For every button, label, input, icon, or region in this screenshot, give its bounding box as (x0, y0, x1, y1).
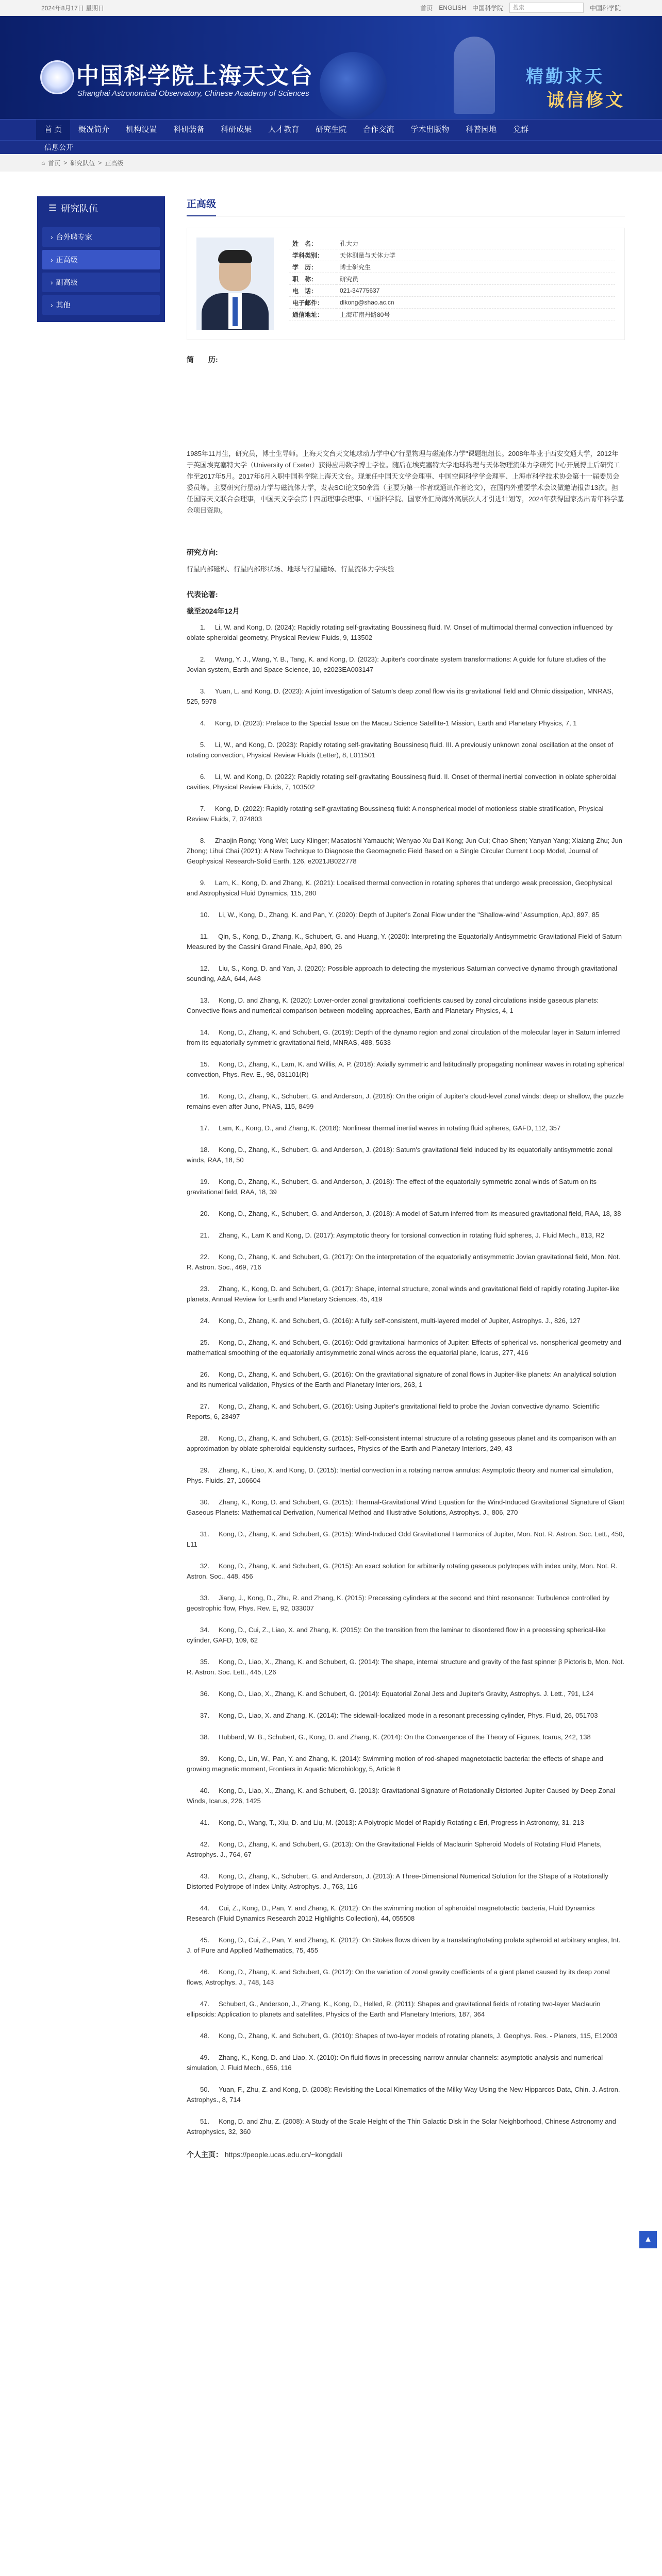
list-item (187, 836, 625, 867)
homepage-row (187, 2149, 625, 2160)
publication-text: Li, W., Kong, D., Zhang, K. and Pan, Y. (2020): Depth of Jupiter's Zonal Flow under the "Shallow-wind" Assumption, ApJ, 897, 85 (219, 911, 600, 919)
publication-text: Kong, D., Cui, Z., Liao, X. and Zhang, K. (2015): On the transition from the laminar to disordered flow in a precessing spherical-like cylinder, GAFD, 109, 62 (187, 1626, 606, 1644)
publication-text: Kong, D., Lin, W., Pan, Y. and Zhang, K. (2014): Swimming motion of rod-shaped magnetotactic bacteria: the effects of shape and growing magnetic moment, Frontiers in Aquatic Microbiology, 5, Article 8 (187, 1755, 603, 1773)
publication-text: Kong, D., Liao, X., Zhang, K. and Schubert, G. (2013): Gravitational Signature of Rotationally Distorted Jupiter Caused by Deep Zonal Winds, Icarus, 226, 1425 (187, 1787, 615, 1805)
sidebar-menu (37, 220, 165, 322)
list-item (187, 1593, 625, 1614)
publication-number: 4. (200, 719, 206, 727)
publication-text: Hubbard, W. B., Schubert, G., Kong, D. and Zhang, K. (2014): On the Convergence of the Theory of Figures, Icarus, 242, 138 (219, 1733, 591, 1741)
publication-text: Li, W. and Kong, D. (2024): Rapidly rotating self-gravitating Boussinesq fluid. IV. Onset of multimodal thermal convection influenced by oblate spheroidal geometry, Physical Review Fluids, 9, 113502 (187, 623, 613, 641)
list-icon: ☰ (48, 202, 57, 213)
publication-text: Lam, K., Kong, D., and Zhang, K. (2018): Nonlinear thermal inertial waves in rotating fluid spheres, GAFD, 112, 357 (219, 1124, 561, 1132)
list-item (187, 2116, 625, 2137)
homepage-link[interactable]: https://people.ucas.edu.cn/~kongdali (224, 2150, 342, 2159)
publication-number: 28. (200, 1434, 210, 1442)
profile-row: 电 话： 021-34775637 (289, 285, 615, 297)
publication-number: 50. (200, 2086, 210, 2093)
list-item (187, 878, 625, 899)
list-item (187, 1027, 625, 1048)
sidebar-item-senior[interactable]: › 正高级 (42, 250, 160, 269)
publication-number: 39. (200, 1755, 210, 1762)
sidebar-item-others[interactable]: › 其他 (42, 295, 160, 315)
publication-text: Kong, D. (2023): Preface to the Special Issue on the Macau Science Satellite-1 Mission, Earth and Planetary Physics, 7, 1 (214, 719, 577, 727)
publication-text: Zhang, K., Liao, X. and Kong, D. (2015): Inertial convection in a rotating narrow annulus: Asymptotic theory and numerical simulation, Phys. Fluids, 27, 106604 (187, 1466, 614, 1484)
publication-number: 8. (200, 837, 206, 844)
profile-row: 通信地址： 上海市南丹路80号 (289, 309, 615, 320)
publication-number: 42. (200, 1840, 210, 1848)
publication-number: 23. (200, 1285, 210, 1293)
list-item (187, 1839, 625, 1860)
publication-number: 36. (200, 1690, 210, 1698)
list-item (187, 1732, 625, 1742)
publication-text: Liu, S., Kong, D. and Yan, J. (2020): Possible approach to detecting the mysterious Saturnian convective dynamo through gravitational sounding, A&A, 644, A48 (187, 964, 617, 982)
breadcrumb-current: 正高级 (105, 159, 124, 167)
list-item (187, 2084, 625, 2105)
list-item (187, 1465, 625, 1486)
publication-number: 46. (200, 1968, 210, 1976)
publication-text: Zhaojin Rong; Yong Wei; Lucy Klinger; Masatoshi Yamauchi; Wenyao Xu Dali Kong; Jun Cui; Chao Shen; Yanyan Yang; Xiaiang Zhu; Jun Zhong; Lihui Chai (2021): A New Technique to Diagnose the Geomagnetic Field Based on a Single Circular Current Loop Model, Journal of Geophysical Research-Solid Earth, 126, e2021JB022778 (187, 837, 622, 865)
publication-number: 24. (200, 1317, 210, 1325)
publication-text: Zhang, K., Lam K and Kong, D. (2017): Asymptotic theory for torsional convection in rotating fluid spheres, J. Fluid Mech., 813, R2 (219, 1231, 604, 1239)
profile-row: 学 历： 博士研究生 (289, 261, 615, 273)
list-item (187, 963, 625, 984)
publication-number: 15. (200, 1060, 210, 1068)
search-input[interactable]: 搜索 (509, 3, 584, 13)
publications-heading: 代表论著: (187, 590, 218, 599)
list-item (187, 1871, 625, 1892)
list-item (187, 1967, 625, 1988)
publications-subheading: 截至2024年12月 (187, 607, 240, 615)
sidebar-item-external-experts[interactable]: › 台外聘专家 (42, 227, 160, 247)
publication-text: Li, W., and Kong, D. (2023): Rapidly rotating self-gravitating Boussinesq fluid. III. A previously unknown zonal oscillation at the onset of rotating convection, Physical Review Fluids (Letter), 8, L011501 (187, 741, 614, 759)
publication-text: Lam, K., Kong, D. and Zhang, K. (2021): Localised thermal convection in rotating spheres that undergo weak precession, Geophysical and Astrophysical Fluid Dynamics, 115, 280 (187, 879, 613, 897)
list-item (187, 1252, 625, 1273)
list-item (187, 1091, 625, 1112)
publication-number: 10. (200, 911, 210, 919)
publication-text: Kong, D., Zhang, K. and Schubert, G. (2016): On the gravitational signature of zonal flows in Jupiter-like planets: An analytical solution and its numerical validation, Physics of the Earth and Planetary Interiors, 263, 1 (187, 1370, 617, 1388)
list-item (187, 740, 625, 760)
nav-item-achievements[interactable]: 科研成果 (221, 125, 252, 134)
publication-number: 33. (200, 1594, 210, 1602)
list-item (187, 1935, 625, 1956)
bio-heading: 简 历: (187, 355, 218, 364)
publication-text: Kong, D., Zhang, K., Schubert, G. and Anderson, J. (2018): A model of Saturn inferred from its measured gravitational field, RAA, 18, 38 (219, 1210, 621, 1217)
publication-text: Kong, D., Zhang, K. and Schubert, G. (2015): Wind-Induced Odd Gravitational Harmonics of Jupiter, Mon. Not. R. Astron. Soc. Lett., 450, L11 (187, 1530, 624, 1548)
profile-title: 研究员 (337, 273, 615, 285)
publication-text: Zhang, K., Kong, D. and Schubert, G. (2015): Thermal-Gravitational Wind Equation for the Wind-Induced Gravitational Signature of Giant Gaseous Planets: Mathematical Derivation, Numerical Method and Illustrative Solutions, Astrophys. J., 806, 270 (187, 1498, 624, 1516)
list-item (187, 1999, 625, 2020)
telescope-decoration (454, 37, 495, 114)
publication-number: 34. (200, 1626, 210, 1634)
list-item (187, 1529, 625, 1550)
arrow-up-icon: ▲ (644, 2235, 652, 2244)
list-item (187, 1059, 625, 1080)
list-item (187, 654, 625, 675)
publication-text: Kong, D. and Zhang, K. (2020): Lower-order zonal gravitational coefficients caused by zonal circulations inside gaseous planets: Convective flows and numerical comparison between modeling approaches, Earth and Planetary Physics, 4, 1 (187, 996, 599, 1014)
sidebar (37, 196, 165, 2166)
list-item (187, 931, 625, 952)
list-item (187, 1689, 625, 1699)
publication-number: 27. (200, 1402, 210, 1410)
list-item (187, 1123, 625, 1133)
publication-text: Kong, D. (2022): Rapidly rotating self-gravitating Boussinesq fluid: A nonspherical model of motionless stable stratification, Physical Review Fluids, 7, 074803 (187, 805, 604, 823)
publication-number: 5. (200, 741, 206, 749)
list-item (187, 1337, 625, 1358)
list-item (187, 804, 625, 824)
list-item (187, 1145, 625, 1165)
profile-education: 博士研究生 (337, 261, 615, 273)
publication-number: 18. (200, 1146, 210, 1154)
publication-text: Kong, D., Zhang, K. and Schubert, G. (2016): Odd gravitational harmonics of Jupiter: Effects of spherical vs. nonspherical geometry and mathematical smoothing of the equatorially antisymmetric zonal winds across the equatorial plane, Icarus, 277, 416 (187, 1338, 621, 1357)
back-to-top-button[interactable] (639, 2231, 657, 2248)
homepage-label: 个人主页： (187, 2150, 223, 2159)
publication-number: 12. (200, 964, 210, 972)
list-item (187, 2031, 625, 2041)
nav-item-cooperation[interactable]: 合作交流 (363, 125, 394, 134)
publication-number: 25. (200, 1338, 210, 1346)
publication-list (187, 622, 625, 2137)
home-icon: ⌂ (41, 159, 45, 166)
publication-text: Jiang, J., Kong, D., Zhu, R. and Zhang, K. (2015): Precessing cylinders at the second and third resonance: Turbulence controlled by geostrophic flow, Phys. Rev. E, 92, 033007 (187, 1594, 610, 1612)
list-item (187, 1710, 625, 1721)
top-link-cas-2[interactable]: 中国科学院 (589, 4, 621, 12)
top-links (420, 3, 621, 13)
nav-item-publications[interactable]: 学术出版物 (410, 125, 450, 134)
publication-number: 48. (200, 2032, 210, 2040)
publication-text: Yuan, F., Zhu, Z. and Kong, D. (2008): Revisiting the Local Kinematics of the Milky Way Using the New Hipparcos Data, Chin. J. Astron. Astrophys., 8, 714 (187, 2086, 620, 2104)
publication-number: 29. (200, 1466, 210, 1474)
publication-number: 14. (200, 1028, 210, 1036)
list-item (187, 1818, 625, 1828)
list-item (187, 1401, 625, 1422)
publication-text: Kong, D., Zhang, K., Schubert, G. and Anderson, J. (2018): Saturn's gravitational field induced by its equatorially antisymmetric zonal winds, RAA, 18, 50 (187, 1146, 613, 1164)
publication-number: 43. (200, 1872, 210, 1880)
nav-item-info-disclosure[interactable]: 信息公开 (44, 143, 73, 151)
list-item (187, 1433, 625, 1454)
publication-text: Li, W. and Kong, D. (2022): Rapidly rotating self-gravitating Boussinesq fluid. II. Onset of thermal inertial convection in oblate spheroidal cavities, Physical Review Fluids, 7, 103502 (187, 773, 617, 791)
list-item (187, 1177, 625, 1197)
list-item (187, 1786, 625, 1806)
site-header (0, 16, 662, 119)
site-title-cn: 中国科学院上海天文台 (76, 63, 313, 89)
publication-text: Kong, D., Zhang, K. and Schubert, G. (2015): An exact solution for arbitrarily rotating gaseous polytropes with index unity, Mon. Not. R. Astron. Soc., 448, 456 (187, 1562, 618, 1580)
publication-number: 49. (200, 2054, 210, 2061)
research-text: 行星内部磁构、行星内部形状场、地球与行星磁场、行星流体力学实验 (187, 565, 395, 573)
site-title-en: Shanghai Astronomical Observatory, Chinese Academy of Sciences (77, 89, 309, 98)
list-item (187, 686, 625, 707)
profile-phone: 021-34775637 (337, 285, 615, 297)
profile-info (289, 238, 615, 330)
publication-text: Kong, D., Cui, Z., Pan, Y. and Zhang, K. (2012): On Stokes flows driven by a translating/rotating prolate spheroid at arbitrary angles, Int. J. of Pure and Applied Mathematics, 75, 455 (187, 1936, 621, 1954)
publication-number: 7. (200, 805, 206, 812)
nav-item-party[interactable]: 党群 (513, 125, 529, 134)
sub-nav (0, 140, 662, 154)
profile-card (187, 228, 625, 340)
bio-text: 1985年11月生，研究员，博士生导师。上海天文台天文地球动力学中心"行星物理与磁流体力学"课题组组长。2008年毕业于西安交通大学，2012年于英国埃克塞特大学（University of Exeter）获得应用数学博士学位。随后在埃克塞特大学地球物理与天体物理流体力学研究中心开展博士后研究工作至2017年5月。2017年6月入职中国科学院上海天文台。现兼任中国天文学会理事、中国空间科学学会理事、上海市科学技术协会第十一届委员会委员等。主要研究行星动力学与磁流体力学，发表SCI论文50余篇（主要为第一作者或通讯作者论文），在国内外重要学术会议做邀请报告13次。担任国际天文联合会理事，中国天文学会第十四届理事会理事、中国科学院、国家外汇局海外高层次人才引进计划等，2024年获得国家杰出青年科学基金项目资助。 (187, 450, 624, 514)
publication-number: 17. (200, 1124, 210, 1132)
breadcrumb: ⌂ 首页 > 研究队伍 > 正高级 (0, 154, 662, 172)
slogan-line-1: 精勤求天 (526, 67, 604, 87)
publication-text: Kong, D., Zhang, K., Schubert, G. and Anderson, J. (2018): On the origin of Jupiter's cloud-level zonal winds: deep or shallow, the puzzle remains even after Juno, PNAS, 115, 8499 (187, 1092, 624, 1110)
list-item (187, 1561, 625, 1582)
list-item (187, 622, 625, 643)
publication-text: Wang, Y. J., Wang, Y. B., Tang, K. and Kong, D. (2023): Jupiter's coordinate system transformations: A guide for future studies of the Jovian system, Earth and Space Science, 10, e2023EA003147 (187, 655, 606, 673)
profile-photo (196, 238, 274, 330)
top-bar (0, 0, 662, 16)
page-title: 正高级 (187, 196, 216, 216)
publication-number: 35. (200, 1658, 210, 1666)
list-item (187, 1497, 625, 1518)
publication-number: 20. (200, 1210, 210, 1217)
nav-item-graduate[interactable]: 研究生院 (316, 125, 347, 134)
main-content (187, 196, 625, 2166)
publication-text: Kong, D., Wang, T., Xiu, D. and Liu, M. (2013): A Polytropic Model of Rapidly Rotating ε-Eri, Progress in Astronomy, 31, 213 (219, 1819, 584, 1826)
list-item (187, 1209, 625, 1219)
chevron-right-icon: › (51, 278, 53, 286)
research-heading: 研究方向: (187, 548, 218, 556)
publication-text: Kong, D., Zhang, K. and Schubert, G. (2016): Using Jupiter's gravitational field to probe the Jovian convective dynamo. Scientific Reports, 6, 23497 (187, 1402, 600, 1420)
profile-table (289, 238, 615, 320)
publication-text: Cui, Z., Kong, D., Pan, Y. and Zhang, K. (2012): On the swimming motion of spheroidal magnetotactic bacteria, Fluid Dynamics Research (Fluid Dynamics Research 2012 Highlights Collection), 44, 055508 (187, 1904, 595, 1922)
nav-item-talent[interactable]: 人才教育 (268, 125, 300, 134)
publication-text: Kong, D., Zhang, K. and Schubert, G. (2012): On the variation of zonal gravity coefficients of a giant planet caused by its deep zonal flows, Astrophys. J., 748, 143 (187, 1968, 610, 1986)
publication-number: 40. (200, 1787, 210, 1794)
publication-number: 47. (200, 2000, 210, 2008)
sidebar-title: ☰ 研究队伍 (37, 196, 165, 220)
publication-number: 9. (200, 879, 206, 887)
nav-item-equipment[interactable]: 科研装备 (173, 125, 205, 134)
list-item (187, 1754, 625, 1774)
publication-text: Zhang, K., Kong, D. and Schubert, G. (2017): Shape, internal structure, zonal winds and gravitational field of rapidly rotating Jupiter-like planets, Annual Review for Earth and Planetary Sciences, 45, 419 (187, 1285, 620, 1303)
list-item (187, 772, 625, 792)
publication-number: 30. (200, 1498, 210, 1506)
chevron-right-icon: › (51, 301, 53, 309)
profile-row: 学科类别： 天体测量与天体力学 (289, 249, 615, 261)
top-link-english[interactable]: ENGLISH (439, 4, 466, 11)
publication-text: Kong, D., Liao, X. and Zhang, K. (2014): The sidewall-localized mode in a resonant precessing cylinder, Phys. Fluid, 26, 051703 (219, 1711, 598, 1719)
publication-text: Zhang, K., Kong, D. and Liao, X. (2010): On fluid flows in precessing narrow annular channels: asymptotic analysis and numerical simulation, J. Fluid Mech., 656, 116 (187, 2054, 603, 2072)
planet-decoration (320, 52, 387, 119)
list-item (187, 1657, 625, 1677)
profile-email[interactable]: dlkong@shao.ac.cn (337, 297, 615, 309)
list-item (187, 1316, 625, 1326)
chevron-right-icon: › (51, 233, 53, 241)
slogan-line-2: 诚信修文 (547, 91, 625, 110)
publication-number: 16. (200, 1092, 210, 1100)
publication-number: 13. (200, 996, 210, 1004)
date-text: 2024年8月17日 星期日 (41, 4, 105, 12)
publication-number: 3. (200, 687, 206, 695)
publication-number: 32. (200, 1562, 210, 1570)
profile-row: 姓 名： 孔大力 (289, 238, 615, 249)
publication-text: Yuan, L. and Kong, D. (2023): A joint investigation of Saturn's deep zonal flow via its gravitational field and Ohmic dissipation, MNRAS, 525, 5978 (187, 687, 614, 705)
list-item (187, 1369, 625, 1390)
nav-item-home[interactable]: 首 页 (36, 120, 70, 140)
list-item (187, 1284, 625, 1304)
publication-number: 6. (200, 773, 206, 781)
publication-text: Kong, D., Zhang, K., Schubert, G. and Anderson, J. (2018): The effect of the equatorially symmetric zonal winds of Saturn on its gravitational field, RAA, 18, 39 (187, 1178, 597, 1196)
nav-item-science[interactable]: 科普园地 (466, 125, 497, 134)
publication-number: 41. (200, 1819, 210, 1826)
list-item (187, 1903, 625, 1924)
publication-text: Kong, D., Zhang, K. and Schubert, G. (2013): On the Gravitational Fields of Maclaurin Spheroid Models of Rotating Fluid Planets, Astrophys. J., 764, 67 (187, 1840, 602, 1858)
list-item (187, 2053, 625, 2073)
publication-text: Kong, D., Zhang, K. and Schubert, G. (2010): Shapes of two-layer models of rotating planets, J. Geophys. Res. - Planets, 115, E12003 (219, 2032, 618, 2040)
top-link-cas[interactable]: 中国科学院 (472, 4, 503, 12)
publication-number: 45. (200, 1936, 210, 1944)
chevron-right-icon: › (51, 256, 53, 264)
list-item (187, 718, 625, 728)
observatory-logo-icon[interactable] (40, 60, 74, 94)
publication-number: 38. (200, 1733, 210, 1741)
content-area (37, 196, 625, 2166)
publication-text: Kong, D., Zhang, K., Lam, K. and Willis, A. P. (2018): Axially symmetric and latitudinally propagating nonlinear waves in rotating spherical convection, Phys. Rev. E., 98, 031101(R) (187, 1060, 624, 1078)
publication-text: Qin, S., Kong, D., Zhang, K., Schubert, G. and Huang, Y. (2020): Interpreting the Equatorially Antisymmetric Gravitational Field of Saturn Measured by the Cassini Grand Finale, ApJ, 890, 26 (187, 933, 622, 951)
list-item (187, 995, 625, 1016)
profile-discipline: 天体测量与天体力学 (337, 249, 615, 261)
publication-text: Kong, D., Zhang, K. and Schubert, G. (2019): Depth of the dynamo region and zonal circulation of the molecular layer in Saturn inferred from its equatorially symmetric gravitational field, MNRAS, 488, 5633 (187, 1028, 620, 1046)
nav-item-departments[interactable]: 机构设置 (126, 125, 157, 134)
publication-number: 2. (200, 655, 206, 663)
publication-text: Kong, D., Zhang, K. and Schubert, G. (2015): Self-consistent internal structure of a rotating gaseous planet and its comparison with an approximation by oblate spheroidal equidensity surfaces, Physics of the Earth and Planetary Interiors, 249, 43 (187, 1434, 617, 1452)
publication-text: Kong, D., Liao, X., Zhang, K. and Schubert, G. (2014): Equatorial Zonal Jets and Jupiter's Gravity, Astrophys. J. Lett., 791, L24 (219, 1690, 594, 1698)
publication-number: 1. (200, 623, 206, 631)
list-item (187, 910, 625, 920)
publication-number: 31. (200, 1530, 210, 1538)
publication-number: 21. (200, 1231, 210, 1239)
publication-number: 22. (200, 1253, 210, 1261)
publication-number: 11. (200, 933, 209, 940)
publication-text: Kong, D., Liao, X., Zhang, K. and Schubert, G. (2014): The shape, internal structure and gravity of the fast spinner β Pictoris b, Mon. Not. R. Astron. Soc. Lett., 445, L26 (187, 1658, 625, 1676)
profile-row: 电子邮件： dlkong@shao.ac.cn (289, 297, 615, 309)
publication-text: Kong, D., Zhang, K. and Schubert, G. (2016): A fully self-consistent, multi-layered model of Jupiter, Astrophys. J., 826, 127 (219, 1317, 581, 1325)
profile-address: 上海市南丹路80号 (337, 309, 615, 320)
profile-row: 职 称： 研究员 (289, 273, 615, 285)
sidebar-item-associate[interactable]: › 副高级 (42, 273, 160, 292)
publication-number: 44. (200, 1904, 210, 1912)
publication-text: Kong, D., Zhang, K., Schubert, G. and Anderson, J. (2013): A Three-Dimensional Numerical Solution for the Shape of a Rotationally Distorted Polytrope of Index Unity, Astrophys. J., 763, 116 (187, 1872, 608, 1890)
breadcrumb-home[interactable]: 首页 (48, 159, 61, 167)
publication-text: Kong, D. and Zhu, Z. (2008): A Study of the Scale Height of the Thin Galactic Disk in the Solar Neighborhood, Chinese Astronomy and Astrophysics, 32, 360 (187, 2117, 616, 2136)
list-item (187, 1230, 625, 1241)
list-item (187, 1625, 625, 1646)
profile-name: 孔大力 (337, 238, 615, 249)
publication-number: 37. (200, 1711, 210, 1719)
main-nav (0, 119, 662, 140)
publication-number: 19. (200, 1178, 210, 1185)
publication-text: Schubert, G., Anderson, J., Zhang, K., Kong, D., Helled, R. (2011): Shapes and gravitational fields of rotating two-layer Maclaurin ellipsoids: Application to planets and satellites, Physics of the Earth and Planetary Interiors, 187, 364 (187, 2000, 601, 2018)
top-link-home[interactable]: 首页 (420, 4, 433, 12)
publication-number: 26. (200, 1370, 210, 1378)
publication-text: Kong, D., Zhang, K. and Schubert, G. (2017): On the interpretation of the equatorially antisymmetric Jovian gravitational field, Mon. Not. R. Astron. Soc., 469, 716 (187, 1253, 621, 1271)
publication-number: 51. (200, 2117, 210, 2125)
nav-item-overview[interactable]: 概况简介 (78, 125, 110, 134)
breadcrumb-team[interactable]: 研究队伍 (70, 159, 95, 167)
